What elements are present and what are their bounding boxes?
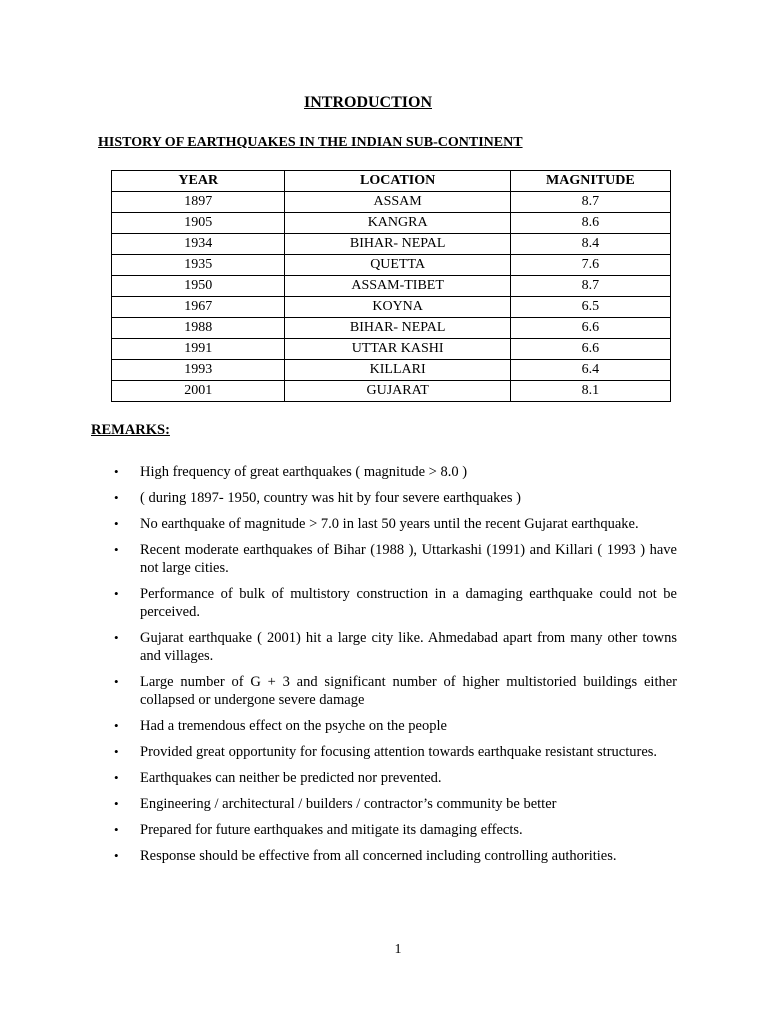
bullet-icon: • — [114, 586, 119, 601]
cell-year: 1934 — [112, 234, 285, 255]
list-item — [112, 743, 677, 761]
cell-magnitude: 8.6 — [510, 213, 670, 234]
list-item — [112, 463, 677, 481]
cell-magnitude: 6.5 — [510, 297, 670, 318]
cell-year: 2001 — [112, 381, 285, 402]
cell-location: GUJARAT — [285, 381, 510, 402]
bullet-icon: • — [114, 542, 119, 557]
cell-magnitude: 6.6 — [510, 318, 670, 339]
bullet-icon: • — [114, 674, 119, 689]
remark-text: Engineering / architectural / builders / contractor’s community be better — [140, 796, 557, 812]
cell-year: 1988 — [112, 318, 285, 339]
list-item — [112, 515, 677, 533]
bullet-icon: • — [114, 516, 119, 531]
cell-location: KOYNA — [285, 297, 510, 318]
remark-text: Earthquakes can neither be predicted nor prevented. — [140, 770, 442, 786]
table-row — [112, 213, 671, 234]
page-number: 1 — [394, 942, 402, 957]
list-item — [112, 489, 677, 507]
cell-location: QUETTA — [285, 255, 510, 276]
remark-text: Performance of bulk of multistory construction in a damaging earthquake could not be perceived. — [140, 586, 677, 620]
cell-magnitude: 8.1 — [510, 381, 670, 402]
column-header-magnitude: MAGNITUDE — [510, 171, 670, 192]
cell-location: BIHAR- NEPAL — [285, 234, 510, 255]
cell-location: KILLARI — [285, 360, 510, 381]
list-item — [112, 847, 677, 865]
cell-magnitude: 6.6 — [510, 339, 670, 360]
cell-location: ASSAM-TIBET — [285, 276, 510, 297]
bullet-icon: • — [114, 744, 119, 759]
earthquake-history-table — [111, 170, 671, 402]
cell-magnitude: 8.4 — [510, 234, 670, 255]
table-row — [112, 276, 671, 297]
section-subtitle: HISTORY OF EARTHQUAKES IN THE INDIAN SUB-CONTINENT — [98, 135, 523, 150]
table-row — [112, 192, 671, 213]
list-item — [112, 795, 677, 813]
remark-text: Recent moderate earthquakes of Bihar (1988 ), Uttarkashi (1991) and Killari ( 1993 ) have not large cities. — [140, 542, 677, 576]
remarks-list — [112, 463, 677, 873]
cell-location: BIHAR- NEPAL — [285, 318, 510, 339]
list-item — [112, 673, 677, 709]
cell-year: 1950 — [112, 276, 285, 297]
cell-year: 1991 — [112, 339, 285, 360]
cell-year: 1905 — [112, 213, 285, 234]
list-item — [112, 717, 677, 735]
bullet-icon: • — [114, 796, 119, 811]
column-header-year: YEAR — [112, 171, 285, 192]
page-title: INTRODUCTION — [303, 94, 432, 111]
bullet-icon: • — [114, 490, 119, 505]
table-row — [112, 297, 671, 318]
remark-text: Gujarat earthquake ( 2001) hit a large city like. Ahmedabad apart from many other towns and villages. — [140, 630, 677, 664]
cell-location: UTTAR KASHI — [285, 339, 510, 360]
cell-magnitude: 7.6 — [510, 255, 670, 276]
remark-text: Provided great opportunity for focusing attention towards earthquake resistant structures. — [140, 744, 658, 760]
remarks-heading: REMARKS: — [91, 422, 170, 438]
remark-text: High frequency of great earthquakes ( magnitude > 8.0 ) — [140, 464, 468, 480]
list-item — [112, 769, 677, 787]
bullet-icon: • — [114, 718, 119, 733]
cell-magnitude: 6.4 — [510, 360, 670, 381]
table-row — [112, 360, 671, 381]
cell-magnitude: 8.7 — [510, 276, 670, 297]
remark-text: Large number of G + 3 and significant number of higher multistoried buildings either collapsed or undergone severe damage — [140, 674, 677, 708]
bullet-icon: • — [114, 770, 119, 785]
remark-text: Had a tremendous effect on the psyche on the people — [140, 718, 447, 734]
bullet-icon: • — [114, 822, 119, 837]
remark-text: Response should be effective from all concerned including controlling authorities. — [140, 848, 617, 864]
cell-year: 1967 — [112, 297, 285, 318]
list-item — [112, 541, 677, 577]
bullet-icon: • — [114, 464, 119, 479]
column-header-location: LOCATION — [285, 171, 510, 192]
cell-location: KANGRA — [285, 213, 510, 234]
cell-year: 1935 — [112, 255, 285, 276]
list-item — [112, 629, 677, 665]
bullet-icon: • — [114, 848, 119, 863]
cell-year: 1993 — [112, 360, 285, 381]
cell-location: ASSAM — [285, 192, 510, 213]
cell-year: 1897 — [112, 192, 285, 213]
table-row — [112, 318, 671, 339]
table-row — [112, 255, 671, 276]
remark-text: Prepared for future earthquakes and mitigate its damaging effects. — [140, 822, 523, 838]
table-body — [112, 192, 671, 402]
list-item — [112, 585, 677, 621]
table-row — [112, 381, 671, 402]
list-item — [112, 821, 677, 839]
remark-text: No earthquake of magnitude > 7.0 in last 50 years until the recent Gujarat earthquake. — [140, 516, 639, 532]
table-row — [112, 234, 671, 255]
bullet-icon: • — [114, 630, 119, 645]
cell-magnitude: 8.7 — [510, 192, 670, 213]
remark-text: ( during 1897- 1950, country was hit by four severe earthquakes ) — [140, 490, 521, 506]
table-row — [112, 339, 671, 360]
table-header-row — [112, 171, 671, 192]
